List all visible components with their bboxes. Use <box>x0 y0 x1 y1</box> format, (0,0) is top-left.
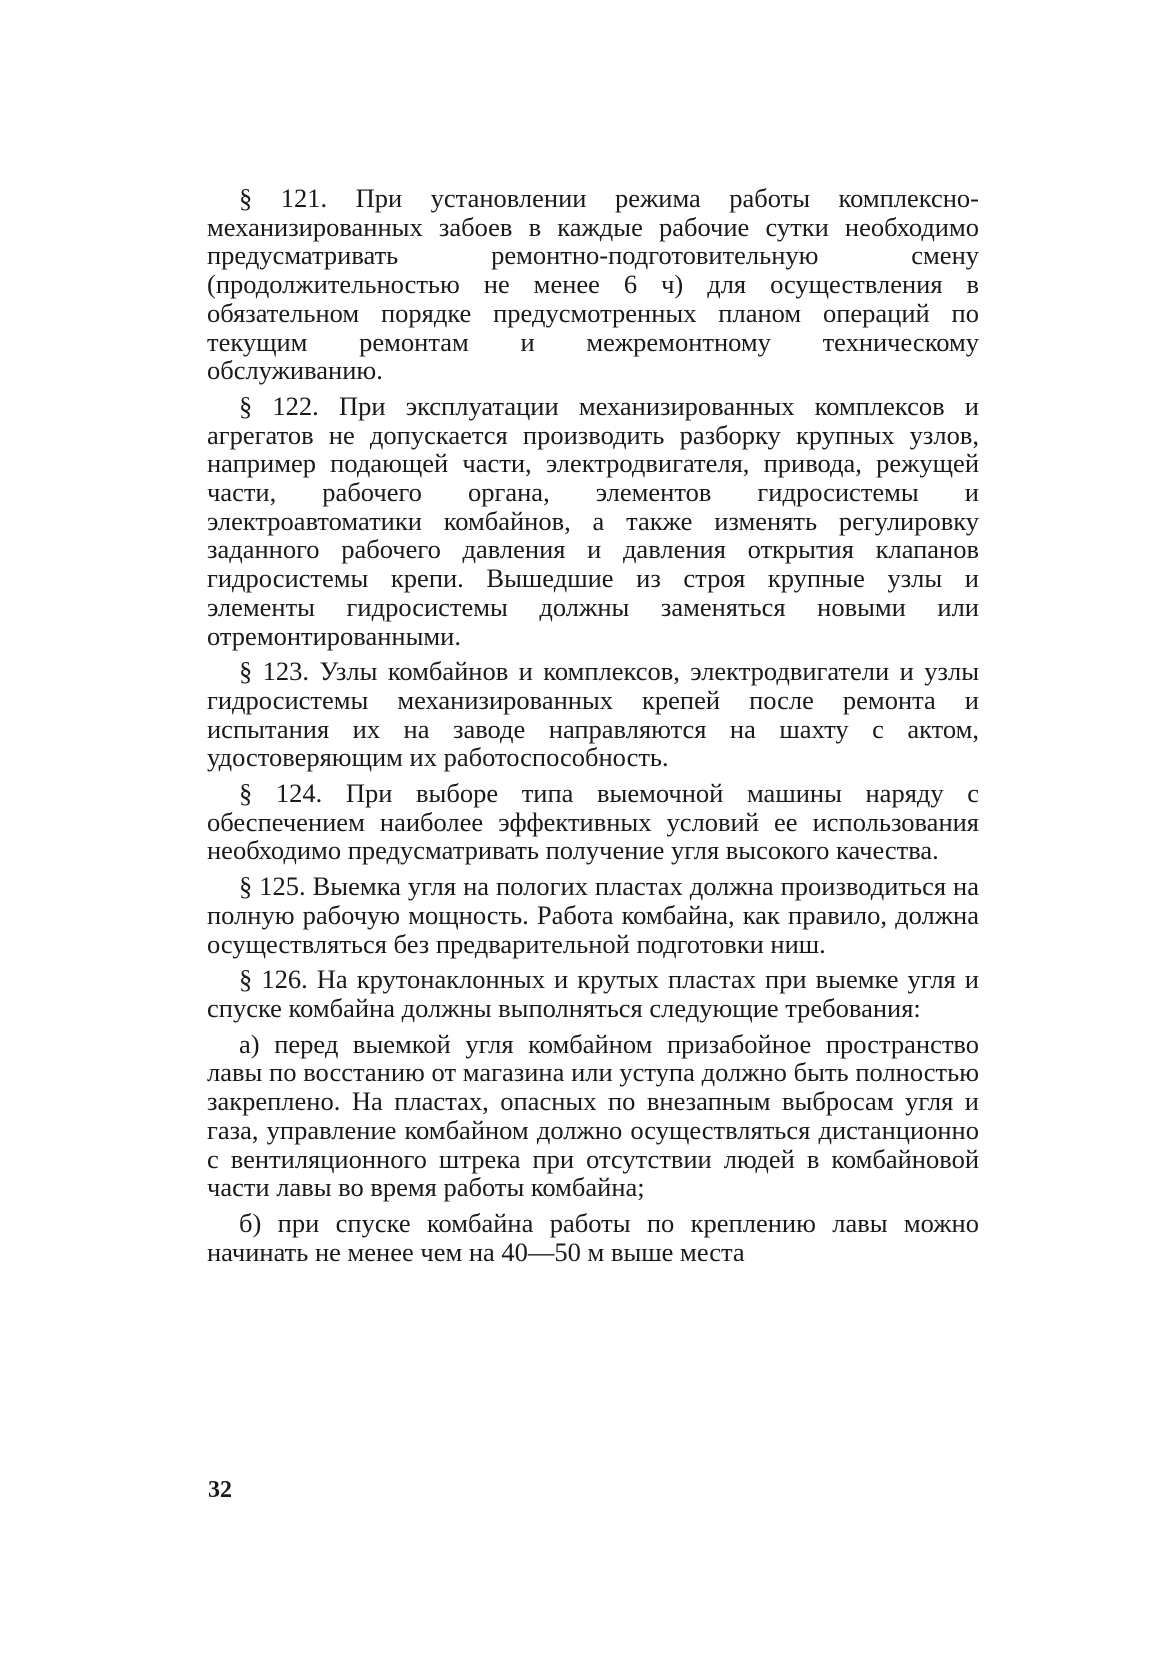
body-text <box>207 184 979 1266</box>
paragraph-125: § 125. Выемка угля на пологих пластах должна производиться на полную рабочую мощность. Работа комбайна, как правило, должна осуществляться без предварительной подготовки ниш. <box>207 871 979 959</box>
paragraph-126: § 126. На крутонаклонных и крутых пластах при выемке угля и спуске комбайна должны выполняться следующие требования: <box>207 964 979 1023</box>
page-number: 32 <box>208 1477 232 1503</box>
paragraph-122: § 122. При эксплуатации механизированных комплексов и агрегатов не допускается производить разборку крупных узлов, например подающей части, электродвигателя, привода, режущей части, рабочего органа, элементов гидросистемы и электроавтоматики комбайнов, а также изменять регулировку заданного рабочего давления и давления открытия клапанов гидросистемы крепи. Вышедшие из строя крупные узлы и элементы гидросистемы должны заменяться новыми или отремонтированными. <box>207 390 979 651</box>
paragraph-121: § 121. При установлении режима работы комплексно-механизированных забоев в каждые рабочие сутки необходимо предусматривать ремонтно-подготовительную смену (продолжительностью не менее 6 ч) для осуществления в обязательном порядке предусмотренных планом операций по текущим ремонтам и межремонтному техническому обслуживанию. <box>207 183 979 386</box>
paragraph-123: § 123. Узлы комбайнов и комплексов, электродвигатели и узлы гидросистемы механизированных крепей после ремонта и испытания их на заводе направляются на шахту с актом, удостоверяющим их работоспособность. <box>207 656 979 773</box>
paragraph-126-item-a: а) перед выемкой угля комбайном призабойное пространство лавы по восстанию от магазина или уступа должно быть полностью закреплено. На пластах, опасных по внезапным выбросам угля и газа, управление комбайном должно осуществляться дистанционно с вентиляционного штрека при отсутствии людей в комбайновой части лавы во время работы комбайна; <box>207 1028 979 1203</box>
paragraph-124: § 124. При выборе типа выемочной машины наряду с обеспечением наиболее эффективных условий ее использования необходимо предусматривать получение угля высокого качества. <box>207 778 979 866</box>
paragraph-126-item-b: б) при спуске комбайна работы по креплению лавы можно начинать не менее чем на 40—50 м выше места <box>207 1207 979 1267</box>
